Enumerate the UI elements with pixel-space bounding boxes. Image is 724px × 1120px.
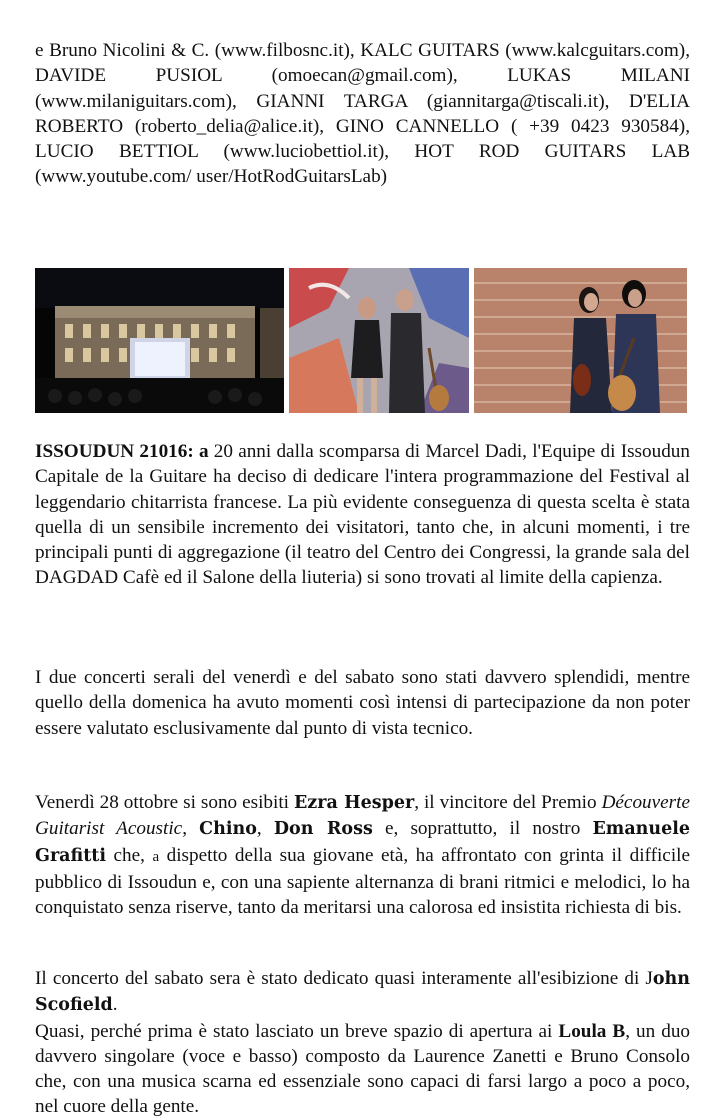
text-run: Quasi, perché prima è stato lasciato un breve spazio di apertura ai bbox=[35, 1020, 559, 1042]
artist-chino: Chino bbox=[199, 819, 257, 840]
duo-brick-wall-photo bbox=[474, 268, 687, 413]
text-run: Il concerto del sabato sera è stato dedicato quasi interamente all'esibizione di J bbox=[35, 968, 653, 989]
artist-emanuele-grafitti: Emanuele Grafitti bbox=[35, 819, 691, 866]
text-run: e, soprattutto, il nostro bbox=[372, 818, 593, 840]
text-run: , il vincitore del Premio bbox=[414, 792, 602, 813]
artist-loula-b: Loula B bbox=[558, 1020, 626, 1042]
artist-john-scofield: ohn Scofield bbox=[35, 969, 690, 1016]
page bbox=[35, 38, 691, 1118]
intro-paragraph: e Bruno Nicolini & C. (www.filbosnc.it), KALC GUITARS (www.kalcguitars.com), DAVIDE PUSIOL (omoecan@gmail.com), LUKAS MILANI (www.milaniguitars.com), GIANNI TARGA (giannitarga@tiscali.it), D'ELIA ROBERTO (roberto_delia@alice.it), GINO CANNELLO ( +39 0423 930584), LUCIO BETTIOL (www.luciobettiol.it), HOT ROD GUITARS LAB (www.youtube.com/ user/HotRodGuitarsLab) bbox=[35, 40, 690, 188]
text-run: Venerdì 28 ottobre si sono esibiti bbox=[35, 792, 294, 813]
article-paragraph-3 bbox=[35, 790, 690, 920]
article-paragraph-2: I due concerti serali del venerdì e del sabato sono stati davvero splendidi, mentre quello della domenica ha avuto momenti così intensi di partecipazione da non poter essere valutato esclusivamente dal punto di vista tecnico. bbox=[35, 667, 690, 739]
artist-ezra-hesper: Ezra Hesper bbox=[293, 793, 415, 813]
text-run: , bbox=[182, 818, 200, 840]
night-venue-photo bbox=[35, 268, 284, 413]
text-run: , un duo davvero singolare (voce e basso) composto da Laurence Zanetti e Bruno Consolo che, con una musica scarna ed essenziale sono capaci di farsi largo a poco a poco, nel cuore della gente. bbox=[35, 1020, 691, 1118]
text-run: . bbox=[112, 994, 118, 1016]
text-run: che, bbox=[106, 844, 153, 866]
photo-strip bbox=[35, 268, 690, 413]
text-run: , bbox=[256, 818, 274, 840]
duo-graffiti-photo bbox=[289, 268, 469, 413]
issoudun-heading: ISSOUDUN 21016: a bbox=[35, 441, 209, 462]
article-paragraph-4 bbox=[35, 966, 690, 1120]
award-name: Découverte Guitarist Acoustic bbox=[35, 792, 690, 840]
text-run: dispetto della sua giovane età, ha affrontato con grinta il difficile pubblico di Issoudun e, con una sapiente alternanza di brani ritmici e melodici, lo ha conquistato senza riserve, tanto da meritarsi una calorosa ed insistita richiesta di bis. bbox=[35, 844, 690, 919]
article-paragraph-1-body: 20 anni dalla scomparsa di Marcel Dadi, l'Equipe di Issoudun Capitale de la Guitare ha deciso di dedicare l'intera programmazione del Festival al leggendario chitarrista francese. La più evidente conseguenza di questa scelta è stata quella di un sensibile incremento dei visitatori, tanto che, in alcuni momenti, i tre principali punti di aggregazione (il teatro del Centro dei Congressi, la grande sala del DAGDAD Cafè ed il Salone della liuteria) si sono trovati al limite della capienza. bbox=[35, 441, 690, 589]
text-run: a bbox=[152, 848, 160, 865]
article-paragraph-1 bbox=[35, 439, 690, 591]
artist-don-ross: Don Ross bbox=[273, 819, 373, 840]
